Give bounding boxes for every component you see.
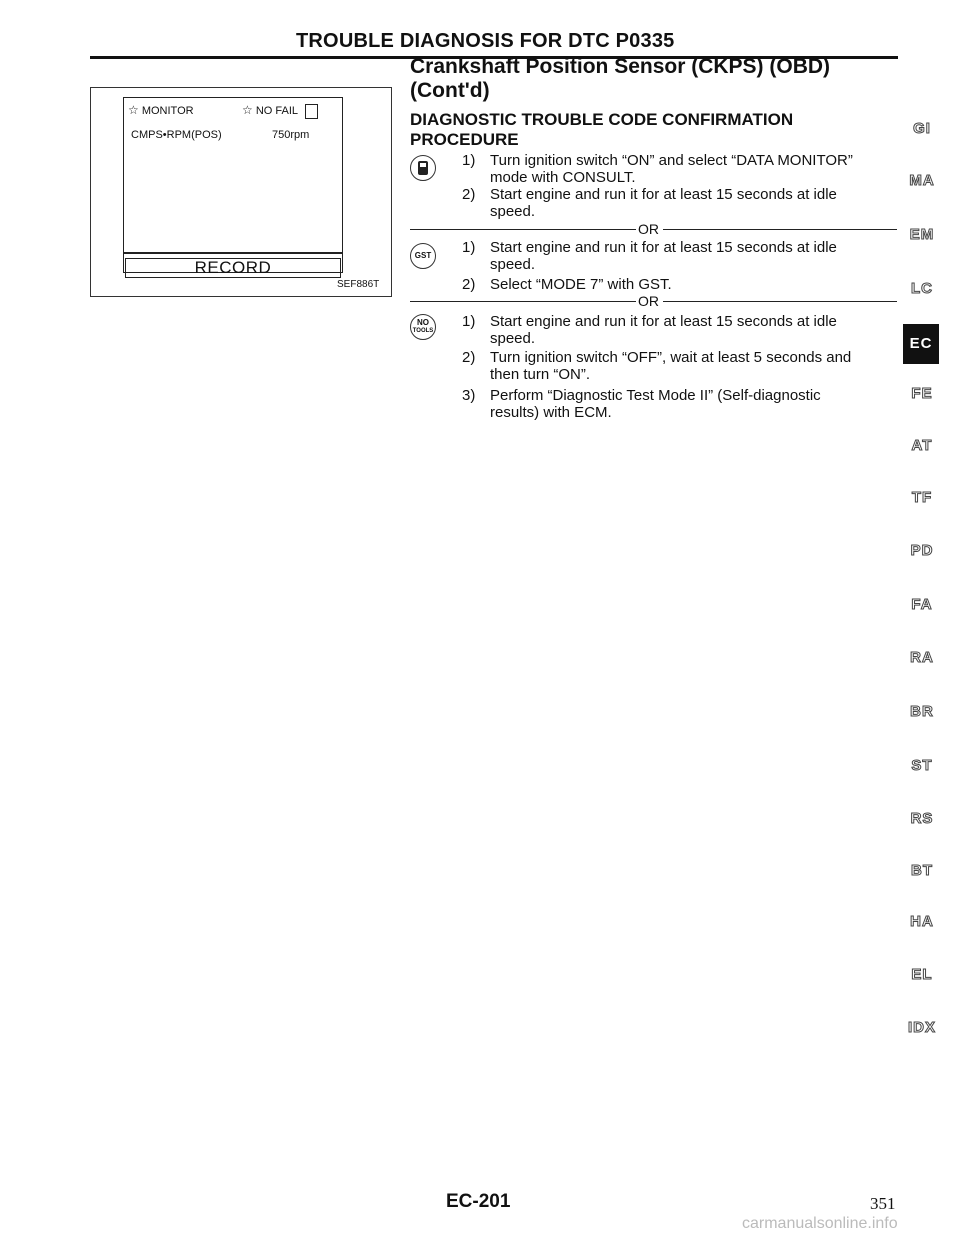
side-tab-fe[interactable]: FE: [911, 385, 933, 402]
step-number: 1): [462, 152, 476, 169]
side-tab-ma[interactable]: MA: [909, 172, 935, 189]
watermark: carmanualsonline.info: [742, 1215, 898, 1232]
step-text: Select “MODE 7” with GST.: [490, 276, 672, 293]
step-number: 2): [462, 186, 476, 203]
side-tab-st[interactable]: ST: [911, 757, 933, 774]
side-tab-fa[interactable]: FA: [911, 596, 933, 613]
gst-tool-icon: GST: [410, 243, 436, 269]
or-label: OR: [638, 293, 659, 309]
figure-code: SEF886T: [337, 279, 380, 290]
screen-divider: [123, 252, 343, 254]
monitor-label: MONITOR: [141, 105, 194, 117]
star-icon: ☆: [242, 103, 253, 117]
nofail-header: [242, 103, 318, 119]
or-divider-line: [663, 229, 897, 230]
page-label: EC-201: [446, 1191, 511, 1212]
side-tab-bt[interactable]: BT: [911, 862, 933, 879]
consult-tool-icon: [410, 155, 436, 181]
side-tab-em[interactable]: EM: [909, 226, 935, 243]
or-divider-line: [410, 229, 636, 230]
nofail-label: NO FAIL: [255, 105, 298, 117]
or-label: OR: [638, 221, 659, 237]
section-title-line2: (Cont'd): [410, 79, 490, 102]
procedure-title-line1: DIAGNOSTIC TROUBLE CODE CONFIRMATION: [410, 110, 794, 129]
consult-screen: [123, 97, 343, 273]
step-number: 1): [462, 313, 476, 330]
step-text: Start engine and run it for at least 15 seconds at idle speed.: [490, 239, 837, 273]
side-tab-idx[interactable]: IDX: [907, 1019, 936, 1036]
monitor-header: [128, 103, 194, 117]
no-tools-icon: NO TOOLS: [410, 314, 436, 340]
side-tab-el[interactable]: EL: [911, 966, 933, 983]
or-divider-line: [410, 301, 636, 302]
side-tab-pd[interactable]: PD: [910, 542, 934, 559]
step-text: Start engine and run it for at least 15 seconds at idle speed.: [490, 186, 837, 220]
side-tab-tf[interactable]: TF: [911, 489, 933, 506]
step-number: 2): [462, 276, 476, 293]
side-tab-gi[interactable]: GI: [913, 120, 931, 137]
side-tab-ra[interactable]: RA: [910, 649, 934, 666]
section-title-line1: Crankshaft Position Sensor (CKPS) (OBD): [410, 55, 831, 78]
step-text: Turn ignition switch “ON” and select “DATA MONITOR” mode with CONSULT.: [490, 152, 853, 186]
record-button[interactable]: RECORD: [125, 258, 341, 278]
step-number: 2): [462, 349, 476, 366]
step-number: 3): [462, 387, 476, 404]
section-title: [410, 55, 830, 103]
monitor-row-label: CMPS•RPM(POS): [131, 129, 222, 141]
page-number: 351: [870, 1194, 896, 1213]
monitor-row-value: 750rpm: [272, 129, 310, 141]
consult-device-icon: [417, 160, 429, 176]
checkbox-icon: [305, 104, 318, 119]
side-tab-at[interactable]: AT: [911, 437, 933, 454]
star-icon: ☆: [128, 103, 139, 117]
step-number: 1): [462, 239, 476, 256]
or-divider-line: [663, 301, 897, 302]
side-tab-lc[interactable]: LC: [911, 280, 933, 297]
step-text: Perform “Diagnostic Test Mode II” (Self-diagnostic results) with ECM.: [490, 387, 821, 421]
side-tab-ha[interactable]: HA: [910, 913, 934, 930]
side-tab-rs[interactable]: RS: [910, 810, 934, 827]
procedure-title: [410, 110, 793, 150]
side-tab-br[interactable]: BR: [910, 703, 934, 720]
procedure-title-line2: PROCEDURE: [410, 130, 519, 149]
side-tab-ec[interactable]: EC: [903, 324, 939, 364]
page-header-title: TROUBLE DIAGNOSIS FOR DTC P0335: [296, 30, 675, 52]
step-text: Start engine and run it for at least 15 seconds at idle speed.: [490, 313, 837, 347]
step-text: Turn ignition switch “OFF”, wait at least 5 seconds and then turn “ON”.: [490, 349, 852, 383]
